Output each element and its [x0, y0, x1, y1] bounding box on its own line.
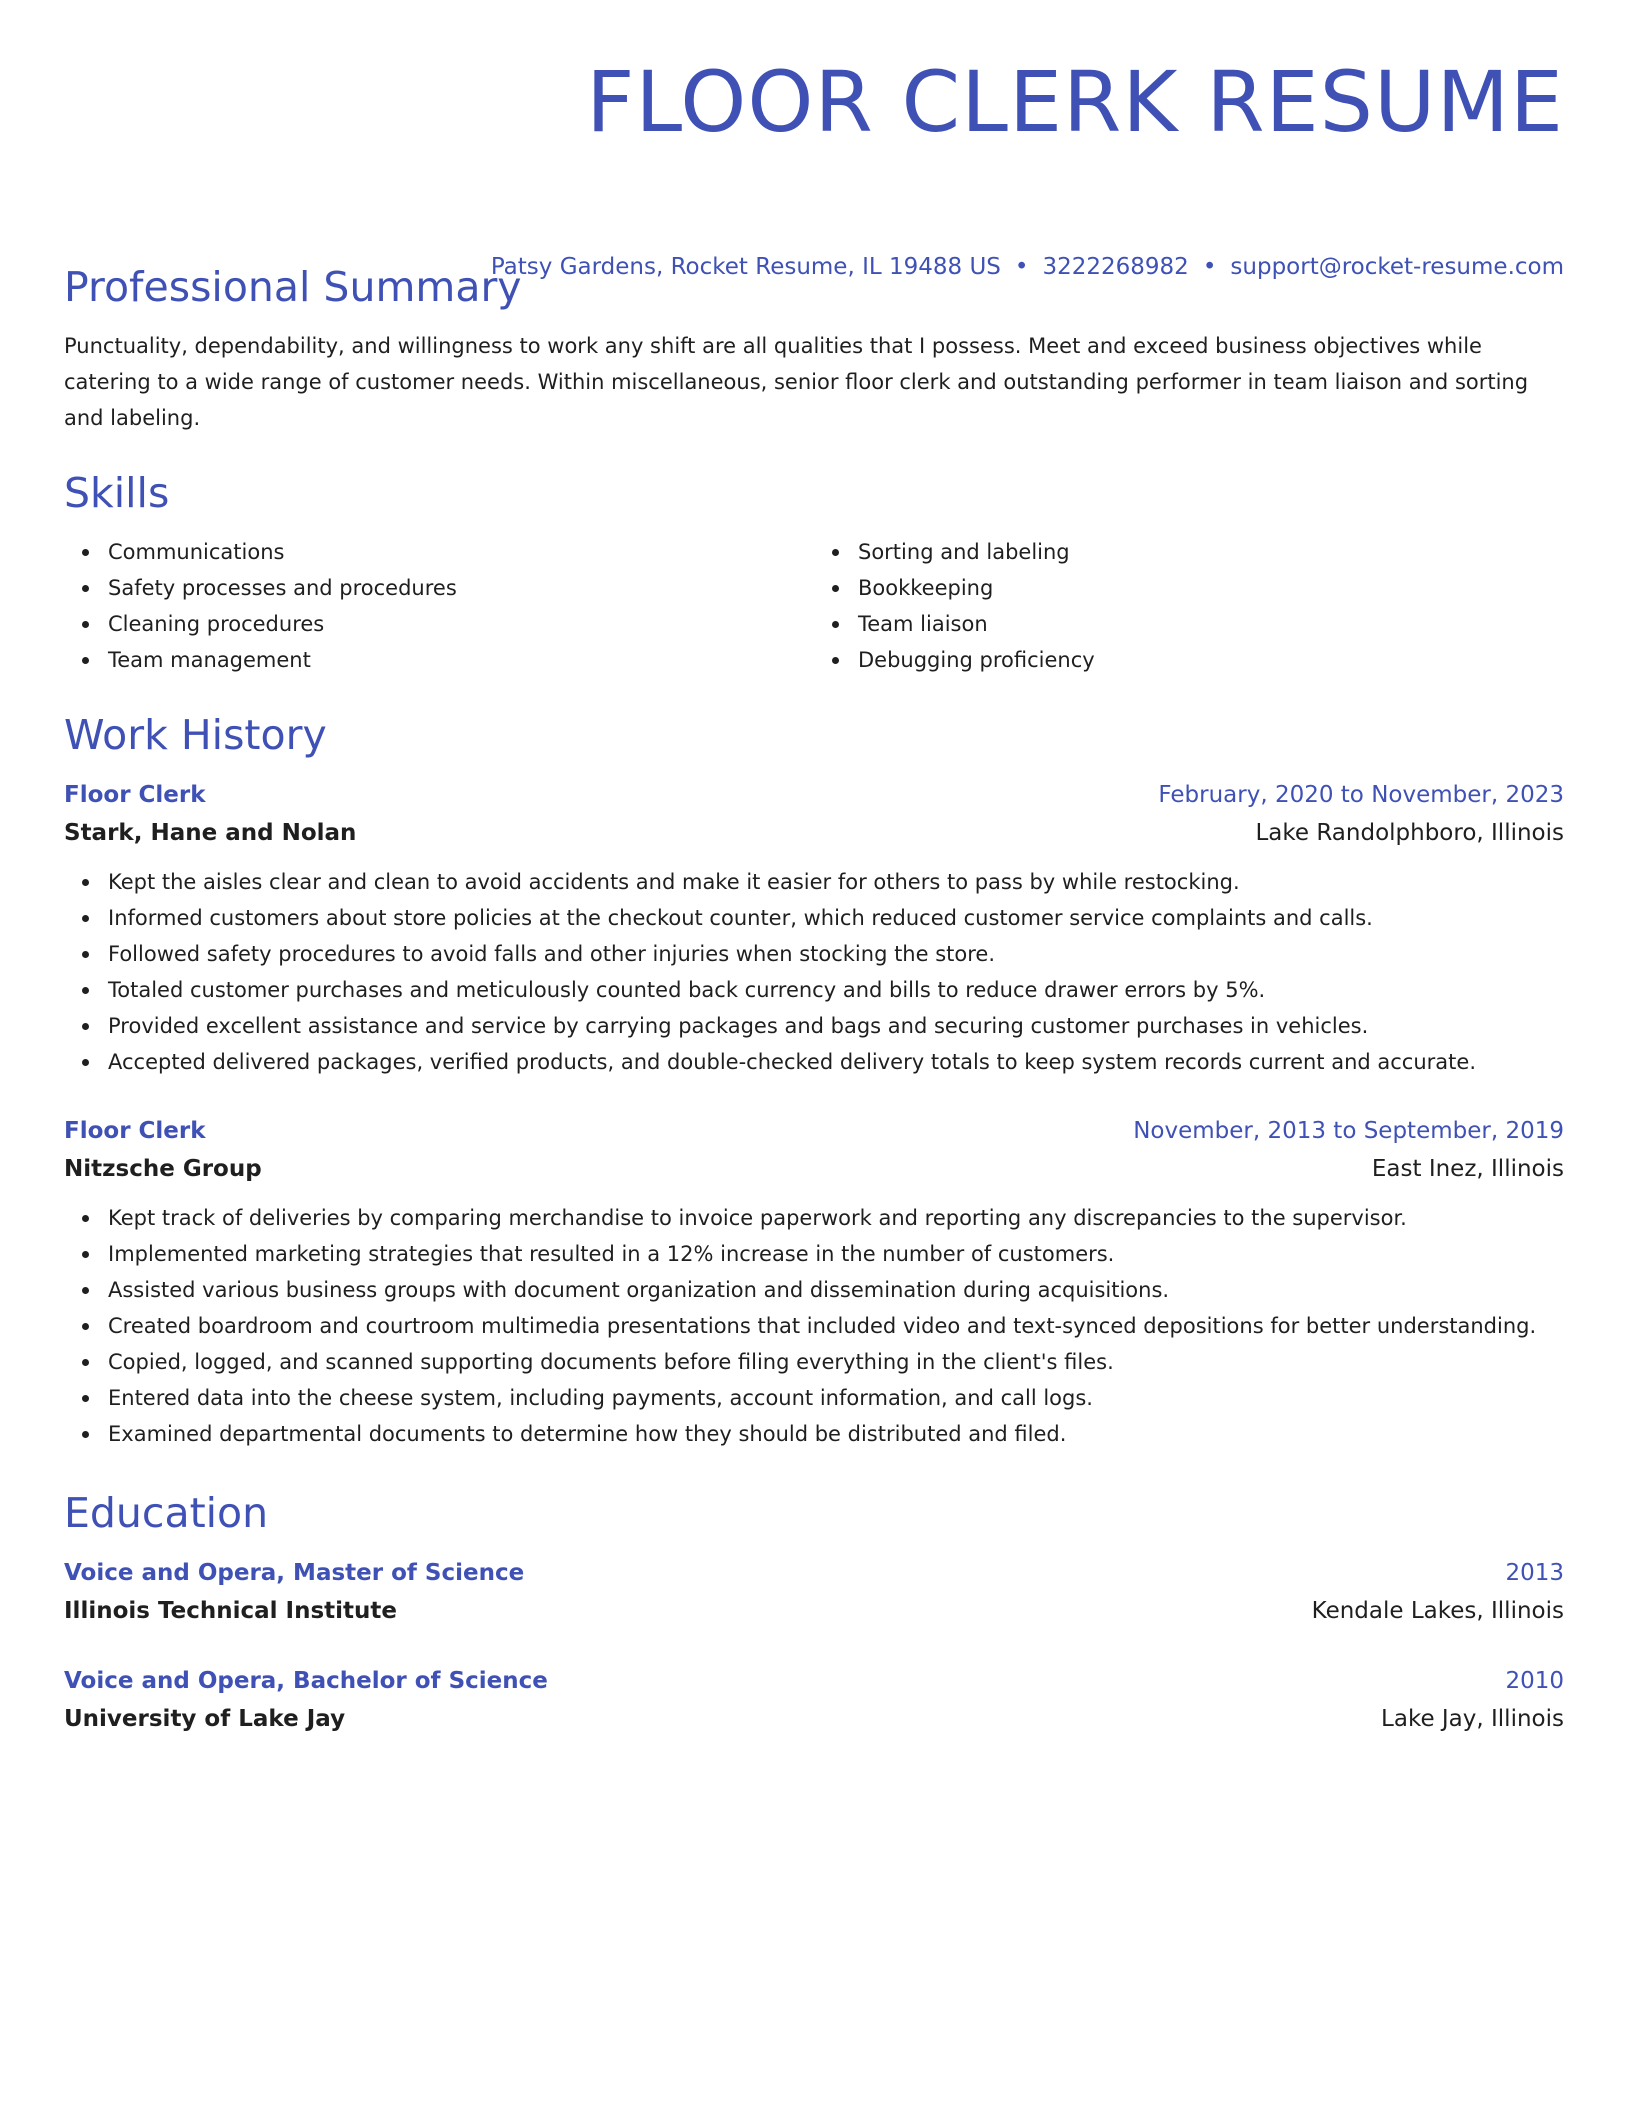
summary-section — [64, 262, 1564, 436]
job-bullet: Kept track of deliveries by comparing merchandise to invoice paperwork and reporting any discrepancies to the supervisor. — [108, 1200, 1564, 1236]
education-section — [64, 1488, 1564, 1738]
job-bullet: Created boardroom and courtroom multimedia presentations that included video and text-synced depositions for better understanding. — [108, 1308, 1564, 1344]
job-bullet: Copied, logged, and scanned supporting documents before filing everything in the client's files. — [108, 1344, 1564, 1380]
job-location: Lake Randolphboro, Illinois — [1255, 820, 1564, 846]
resume-header — [64, 52, 1564, 152]
education-degree: Voice and Opera, Bachelor of Science — [64, 1668, 548, 1694]
job-entry — [64, 1112, 1564, 1452]
education-entry — [64, 1554, 1564, 1630]
work-heading: Work History — [64, 711, 327, 759]
job-bullet: Informed customers about store policies at the checkout counter, which reduced customer service complaints and calls. — [108, 900, 1564, 936]
skills-grid — [64, 534, 1564, 678]
education-year: 2013 — [1505, 1560, 1564, 1586]
resume-title: FLOOR CLERK RESUME — [586, 53, 1564, 151]
job-bullet: Entered data into the cheese system, including payments, account information, and call logs. — [108, 1380, 1564, 1416]
education-school-row — [64, 1592, 1564, 1630]
summary-heading: Professional Summary — [64, 263, 522, 311]
job-bullets — [64, 1200, 1564, 1452]
job-location: East Inez, Illinois — [1371, 1156, 1564, 1182]
skill-item: Team management — [108, 642, 814, 678]
job-bullet: Examined departmental documents to determine how they should be distributed and filed. — [108, 1416, 1564, 1452]
skills-list-left — [64, 534, 814, 678]
skill-item: Debugging proficiency — [858, 642, 1564, 678]
job-dates: November, 2013 to September, 2019 — [1133, 1118, 1564, 1144]
contact-separator: • — [1202, 254, 1217, 280]
job-bullet: Assisted various business groups with document organization and dissemination during acquisitions. — [108, 1272, 1564, 1308]
education-location: Lake Jay, Illinois — [1381, 1706, 1564, 1732]
contact-email[interactable]: support@rocket-resume.com — [1230, 254, 1564, 280]
job-bullet: Accepted delivered packages, verified products, and double-checked delivery totals to keep system records current and accurate. — [108, 1044, 1564, 1080]
education-header-row — [64, 1554, 1564, 1592]
education-header-row — [64, 1662, 1564, 1700]
education-location: Kendale Lakes, Illinois — [1311, 1598, 1564, 1624]
job-header-row — [64, 776, 1564, 814]
job-bullet: Kept the aisles clear and clean to avoid accidents and make it easier for others to pass by while restocking. — [108, 864, 1564, 900]
job-dates: February, 2020 to November, 2023 — [1158, 782, 1564, 808]
education-degree: Voice and Opera, Master of Science — [64, 1560, 525, 1586]
job-title: Floor Clerk — [64, 1118, 206, 1144]
job-header-row — [64, 1112, 1564, 1150]
job-bullets — [64, 864, 1564, 1080]
job-bullet: Totaled customer purchases and meticulously counted back currency and bills to reduce drawer errors by 5%. — [108, 972, 1564, 1008]
skill-item: Cleaning procedures — [108, 606, 814, 642]
education-heading: Education — [64, 1489, 269, 1537]
job-bullet: Followed safety procedures to avoid falls and other injuries when stocking the store. — [108, 936, 1564, 972]
contact-separator: • — [1014, 254, 1029, 280]
job-entry — [64, 776, 1564, 1080]
skill-item: Communications — [108, 534, 814, 570]
work-section — [64, 710, 1564, 1452]
skills-heading: Skills — [64, 469, 170, 517]
education-school-row — [64, 1700, 1564, 1738]
job-bullet: Provided excellent assistance and service by carrying packages and bags and securing customer purchases in vehicles. — [108, 1008, 1564, 1044]
job-bullet: Implemented marketing strategies that resulted in a 12% increase in the number of customers. — [108, 1236, 1564, 1272]
education-year: 2010 — [1505, 1668, 1564, 1694]
skills-section — [64, 468, 1564, 678]
skills-list-right — [814, 534, 1564, 678]
skill-item: Team liaison — [858, 606, 1564, 642]
job-title: Floor Clerk — [64, 782, 206, 808]
education-school: Illinois Technical Institute — [64, 1598, 397, 1624]
education-school: University of Lake Jay — [64, 1706, 346, 1732]
job-company: Stark, Hane and Nolan — [64, 820, 357, 846]
skill-item: Sorting and labeling — [858, 534, 1564, 570]
skill-item: Safety processes and procedures — [108, 570, 814, 606]
summary-text: Punctuality, dependability, and willingness to work any shift are all qualities that I possess. Meet and exceed business objectives while catering to a wide range of customer needs. Within miscellaneous, senior floor clerk and outstanding performer in team liaison and sorting and labeling. — [64, 334, 1529, 430]
job-org-row — [64, 1150, 1564, 1188]
contact-address: Patsy Gardens, Rocket Resume, IL 19488 US — [490, 254, 1001, 280]
education-entry — [64, 1662, 1564, 1738]
contact-phone: 3222268982 — [1042, 254, 1189, 280]
skill-item: Bookkeeping — [858, 570, 1564, 606]
job-org-row — [64, 814, 1564, 852]
job-company: Nitzsche Group — [64, 1156, 262, 1182]
